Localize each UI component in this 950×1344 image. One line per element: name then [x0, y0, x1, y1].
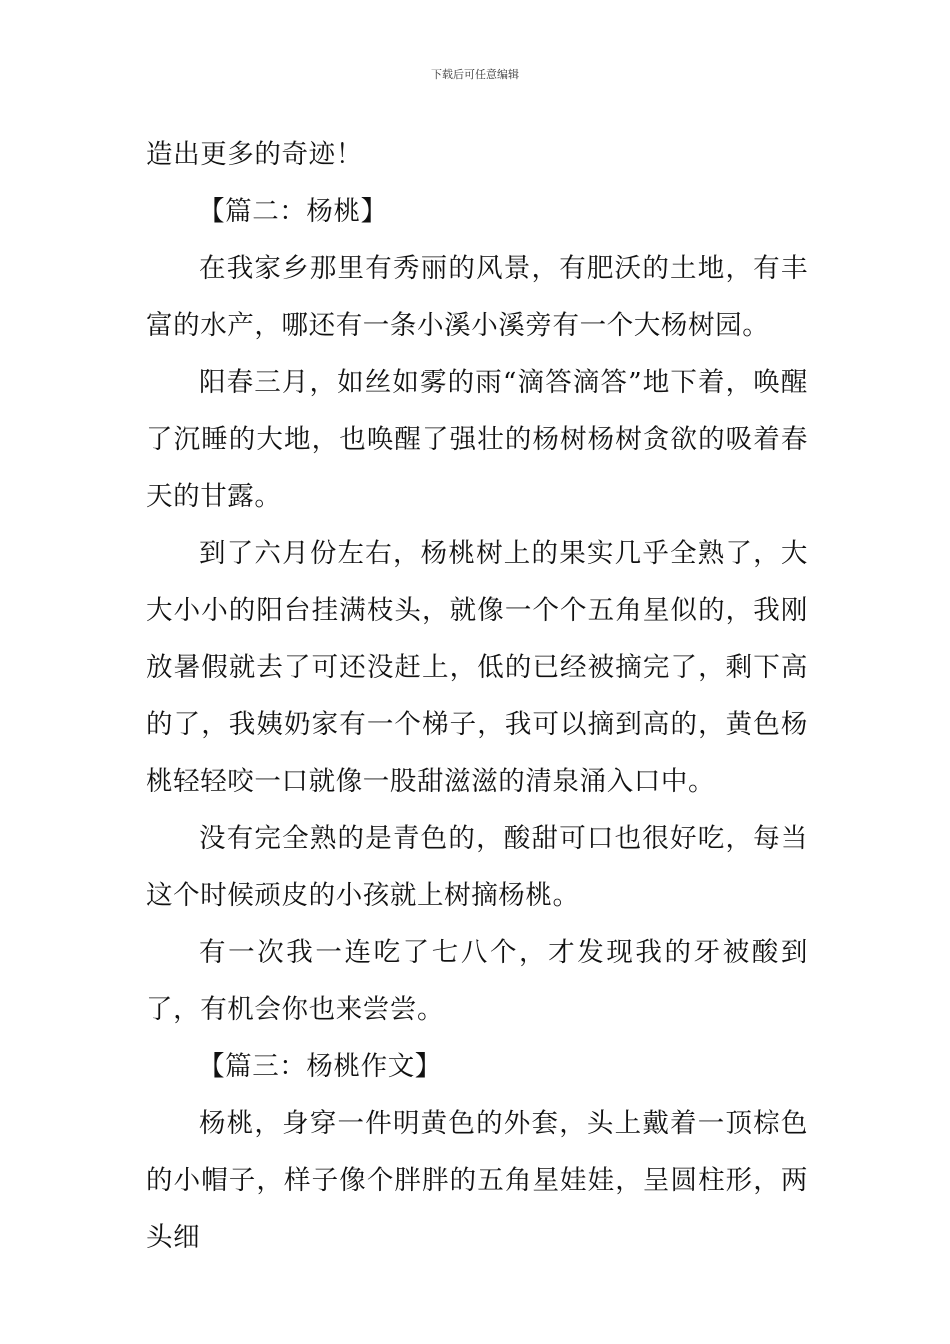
paragraph-6: 杨桃，身穿一件明黄色的外套，头上戴着一顶棕色的小帽子，样子像个胖胖的五角星娃娃，呈圆柱形，两头细: [146, 1108, 808, 1253]
page-header-note: 下载后可任意编辑: [431, 68, 519, 81]
paragraph-2: 阳春三月，如丝如雾的雨“滴答滴答”地下着，唤醒了沉睡的大地，也唤醒了强壮的杨树杨树贪欲的吸着春天的甘露。: [146, 367, 808, 512]
paragraph-4: 没有完全熟的是青色的，酸甜可口也很好吃，每当这个时候顽皮的小孩就上树摘杨桃。: [146, 823, 808, 911]
paragraph-1: 在我家乡那里有秀丽的风景，有肥沃的土地，有丰富的水产，哪还有一条小溪小溪旁有一个大杨树园。: [146, 253, 808, 341]
document-body: [146, 126, 808, 1266]
paragraph-5: 有一次我一连吃了七八个，才发现我的牙被酸到了，有机会你也来尝尝。: [146, 937, 808, 1025]
section-heading-2: 【篇二：杨桃】: [198, 196, 388, 227]
paragraph-continuation: 造出更多的奇迹！: [146, 139, 363, 170]
paragraph-3: 到了六月份左右，杨桃树上的果实几乎全熟了，大大小小的阳台挂满枝头，就像一个个五角星似的，我刚放暑假就去了可还没赶上，低的已经被摘完了，剩下高的了，我姨奶家有一个梯子，我可以摘到高的，黄色杨桃轻轻咬一口就像一股甜滋滋的清泉涌入口中。: [146, 538, 808, 797]
section-heading-3: 【篇三：杨桃作文】: [198, 1051, 442, 1082]
